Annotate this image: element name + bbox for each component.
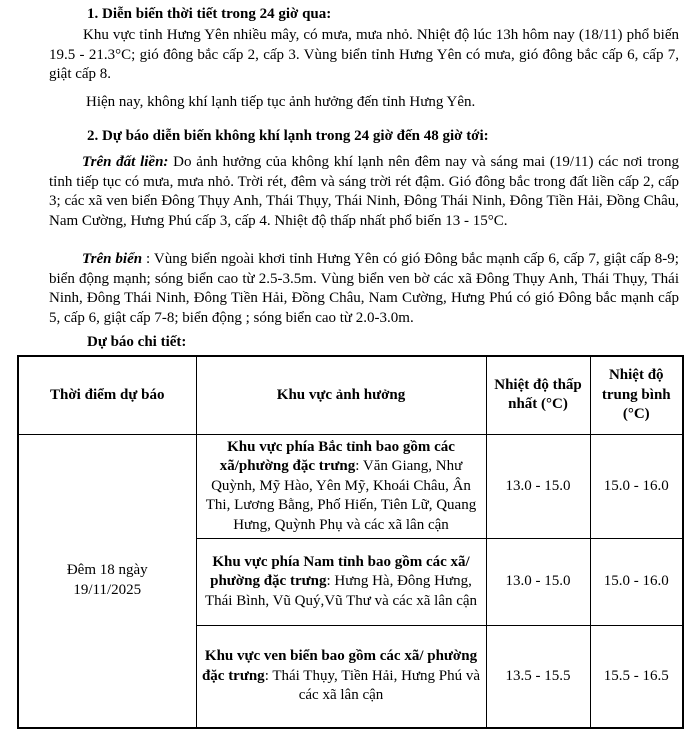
area-list: : Thái Thụy, Tiền Hải, Hưng Phú và các xã lân cận: [264, 667, 481, 703]
forecast-time: Đêm 18 ngày 19/11/2025: [66, 562, 148, 598]
header-area: Khu vực ảnh hưởng: [196, 356, 486, 434]
forecast-time-cell: [18, 434, 196, 728]
section-1-current-status: Hiện nay, không khí lạnh tiếp tục ảnh hưởng đến tỉnh Hưng Yên.: [86, 94, 476, 110]
header-time: Thời điểm dự báo: [18, 356, 196, 434]
land-forecast-paragraph: [49, 153, 679, 231]
table-row: [18, 434, 683, 539]
min-temp-cell: 13.0 - 15.0: [486, 434, 590, 539]
section-1-paragraph: Khu vực tỉnh Hưng Yên nhiều mây, có mưa, mưa nhỏ. Nhiệt độ lúc 13h hôm nay (18/11) phổ biến 19.5 - 21.3°C; gió đông bắc cấp 2, cấp 3. Vùng biển tỉnh Hưng Yên có mưa, gió đông bắc cấp 6, cấp 7, giật cấp 8.: [49, 27, 679, 82]
forecast-table: [17, 355, 684, 729]
sea-text: : Vùng biển ngoài khơi tỉnh Hưng Yên có gió Đông bắc mạnh cấp 6, cấp 7, giật cấp 8-9; biển động mạnh; sóng biển cao từ 2.5-3.5m. Vùng biển ven bờ các xã Đông Thụy Anh, Thái Thụy, Thái Ninh, Đông Thái Ninh, Đông Tiền Hải, Đồng Châu, Nam Cường, Hưng Phú có gió Đông bắc mạnh cấp 5, cấp 6, giật cấp 7-8; biển động ; sóng biển cao từ 2.0-3.0m.: [49, 251, 679, 326]
avg-temp-cell: 15.0 - 16.0: [590, 539, 683, 626]
area-list: : Hưng Hà, Đông Hưng, Thái Bình, Vũ Quý,Vũ Thư và các xã lân cận: [204, 573, 478, 609]
land-text: Do ảnh hưởng của không khí lạnh nên đêm nay và sáng mai (19/11) các nơi trong tỉnh tiếp tục có mưa, mưa nhỏ. Trời rét, đêm và sáng trời rét đậm. Gió đông bắc trong đất liền cấp 2, cấp 3; các xã ven biển Đông Thụy Anh, Thái Thụy, Thái Ninh, Đông Thái Ninh, Đông Tiền Hải, Đồng Châu, Nam Cường, Hưng Phú cấp 3, cấp 4. Nhiệt độ thấp nhất phổ biến 13 - 15°C.: [49, 154, 679, 229]
avg-temp-cell: 15.5 - 16.5: [590, 626, 683, 728]
sea-forecast-paragraph: [49, 250, 679, 328]
area-cell: [196, 434, 486, 539]
area-title: Khu vực ven biển bao gồm các xã/ phường đặc trưng: [201, 648, 478, 684]
area-list: : Văn Giang, Như Quỳnh, Mỹ Hào, Yên Mỹ, Khoái Châu, Ân Thi, Lương Bằng, Phố Hiến, Tiên Lữ, Quang Hưng, Quỳnh Phụ và các xã lân cận: [205, 458, 477, 533]
area-cell: [196, 626, 486, 728]
table-header-row: [18, 356, 683, 434]
area-title: Khu vực phía Nam tỉnh bao gồm các xã/ phường đặc trưng: [210, 553, 470, 590]
area-cell: [196, 539, 486, 626]
min-temp-cell: 13.5 - 15.5: [486, 626, 590, 728]
area-title: Khu vực phía Bắc tỉnh bao gồm các xã/phường đặc trưng: [219, 438, 455, 474]
section-2-heading: 2. Dự báo diễn biến không khí lạnh trong 24 giờ đến 48 giờ tới:: [87, 128, 489, 144]
header-avg-temp: Nhiệt độ trung bình (°C): [590, 356, 683, 434]
min-temp-cell: 13.0 - 15.0: [486, 539, 590, 626]
header-min-temp: Nhiệt độ thấp nhất (°C): [486, 356, 590, 434]
section-1-heading: 1. Diễn biến thời tiết trong 24 giờ qua:: [87, 6, 332, 22]
land-label: Trên đất liền:: [82, 154, 169, 170]
detail-forecast-heading: Dự báo chi tiết:: [87, 334, 187, 350]
sea-label: Trên biển: [82, 251, 143, 267]
avg-temp-cell: 15.0 - 16.0: [590, 434, 683, 539]
